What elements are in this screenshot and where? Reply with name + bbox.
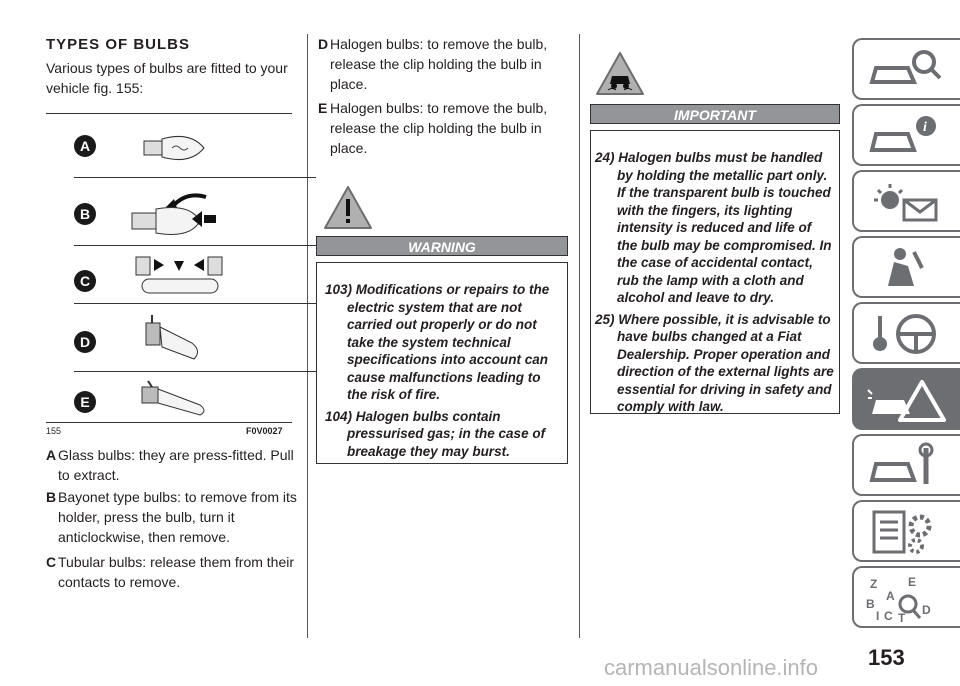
specs-gear-icon [864, 508, 948, 556]
svg-text:B: B [866, 597, 875, 611]
bulb-figure [46, 113, 292, 425]
figure-caption-rule [46, 422, 292, 423]
list-item-text: Tubular bulbs: release them from their contacts to remove. [58, 554, 295, 590]
svg-text:Z: Z [870, 577, 878, 591]
list-item-d: D Halogen bulbs: to remove the bulb, release the clip holding the bulb in place. [318, 34, 568, 94]
figure-letter-e: E [74, 391, 96, 413]
column-divider-2 [579, 34, 580, 638]
figure-letter-d: D [74, 331, 96, 353]
page-number: 153 [868, 645, 905, 670]
tab-alphabet-index[interactable] [852, 566, 960, 628]
figure-letter-b: B [74, 203, 96, 225]
figure-letter-a: A [74, 135, 96, 157]
important-note-25: 25) Where possible, it is advisable to have bulbs changed at a Fiat Dealership. Proper operation and direction of the external lights are essential for driving in safety and comply with law. [595, 311, 834, 414]
car-search-icon [864, 46, 948, 94]
tab-warning-lights[interactable] [852, 170, 960, 232]
car-skid-warning-icon [594, 50, 646, 98]
tab-car-search[interactable] [852, 38, 960, 100]
list-item-text: Halogen bulbs: to remove the bulb, release the clip holding the bulb in place. [330, 36, 548, 92]
tab-car-emergency[interactable] [852, 368, 960, 430]
list-item-text: Glass bulbs: they are press-fitted. Pull to extract. [58, 447, 294, 483]
tab-car-service[interactable] [852, 434, 960, 496]
tubular-bulb-icon [134, 251, 226, 299]
svg-text:C: C [884, 609, 893, 622]
list-item-text: Bayonet type bulbs: to remove from its holder, press the bulb, turn it anticlockwise, then remove. [58, 489, 297, 545]
tab-seat-airbag[interactable] [852, 236, 960, 298]
warning-box [316, 262, 568, 464]
list-item-text: Halogen bulbs: to remove the bulb, release the clip holding the bulb in place. [330, 100, 548, 156]
figure-code: F0V0027 [246, 426, 283, 436]
svg-text:A: A [886, 589, 895, 603]
warning-note-104: 104) Halogen bulbs contain pressurised gas; in the case of breakage they may burst. [325, 408, 546, 459]
list-item-e: E Halogen bulbs: to remove the bulb, release the clip holding the bulb in place. [318, 98, 568, 158]
car-emergency-icon [864, 376, 948, 424]
svg-text:E: E [908, 575, 917, 589]
svg-text:D: D [922, 603, 931, 617]
svg-text:i: i [923, 120, 927, 135]
tab-car-info[interactable] [852, 104, 960, 166]
important-note-24: 24) Halogen bulbs must be handled by holding the metallic part only. If the transparent bulb is touched with the fingers, its lighting intensity is reduced and life of the bulb may be compromised. In the case of accidental contact, rub the lamp with a cloth and alcohol and leave to dry. [595, 150, 832, 305]
car-service-icon [864, 442, 948, 490]
intro-text: Various types of bulbs are fitted to your vehicle fig. 155: [46, 60, 288, 96]
figure-letter-c: C [74, 270, 96, 292]
tab-steering-key[interactable] [852, 302, 960, 364]
halogen-bulb-e-icon [138, 379, 218, 419]
watermark-text: carmanualsonline.info [604, 655, 819, 680]
figure-number: 155 [46, 426, 62, 436]
warning-triangle-icon [322, 184, 374, 232]
important-box [590, 130, 840, 414]
bayonet-bulb-icon [130, 185, 230, 241]
seat-airbag-icon [864, 244, 948, 292]
halogen-bulb-d-icon [142, 313, 212, 365]
svg-text:T: T [898, 611, 906, 622]
svg-text:I: I [876, 609, 880, 622]
important-header: IMPORTANT [590, 104, 840, 124]
list-item-b: B Bayonet type bulbs: to remove from its holder, press the bulb, turn it anticlockwise, then remove. [46, 487, 300, 547]
tab-specs[interactable] [852, 500, 960, 562]
warning-lights-icon [864, 178, 948, 226]
list-item-a: A Glass bulbs: they are press-fitted. Pull to extract. [46, 445, 300, 485]
glass-bulb-icon [142, 131, 212, 165]
column-divider-1 [307, 34, 308, 638]
warning-header: WARNING [316, 236, 568, 256]
list-item-c: C Tubular bulbs: release them from their contacts to remove. [46, 552, 300, 592]
warning-note-103: 103) Modifications or repairs to the electric system that are not carried out properly or do not take the system technical specifications into account can cause malfunctions leading to the risk of fire. [325, 282, 550, 402]
steering-key-icon [864, 310, 948, 358]
car-info-icon [864, 112, 948, 160]
alphabet-index-icon [864, 574, 948, 622]
section-heading: TYPES OF BULBS [46, 36, 191, 53]
